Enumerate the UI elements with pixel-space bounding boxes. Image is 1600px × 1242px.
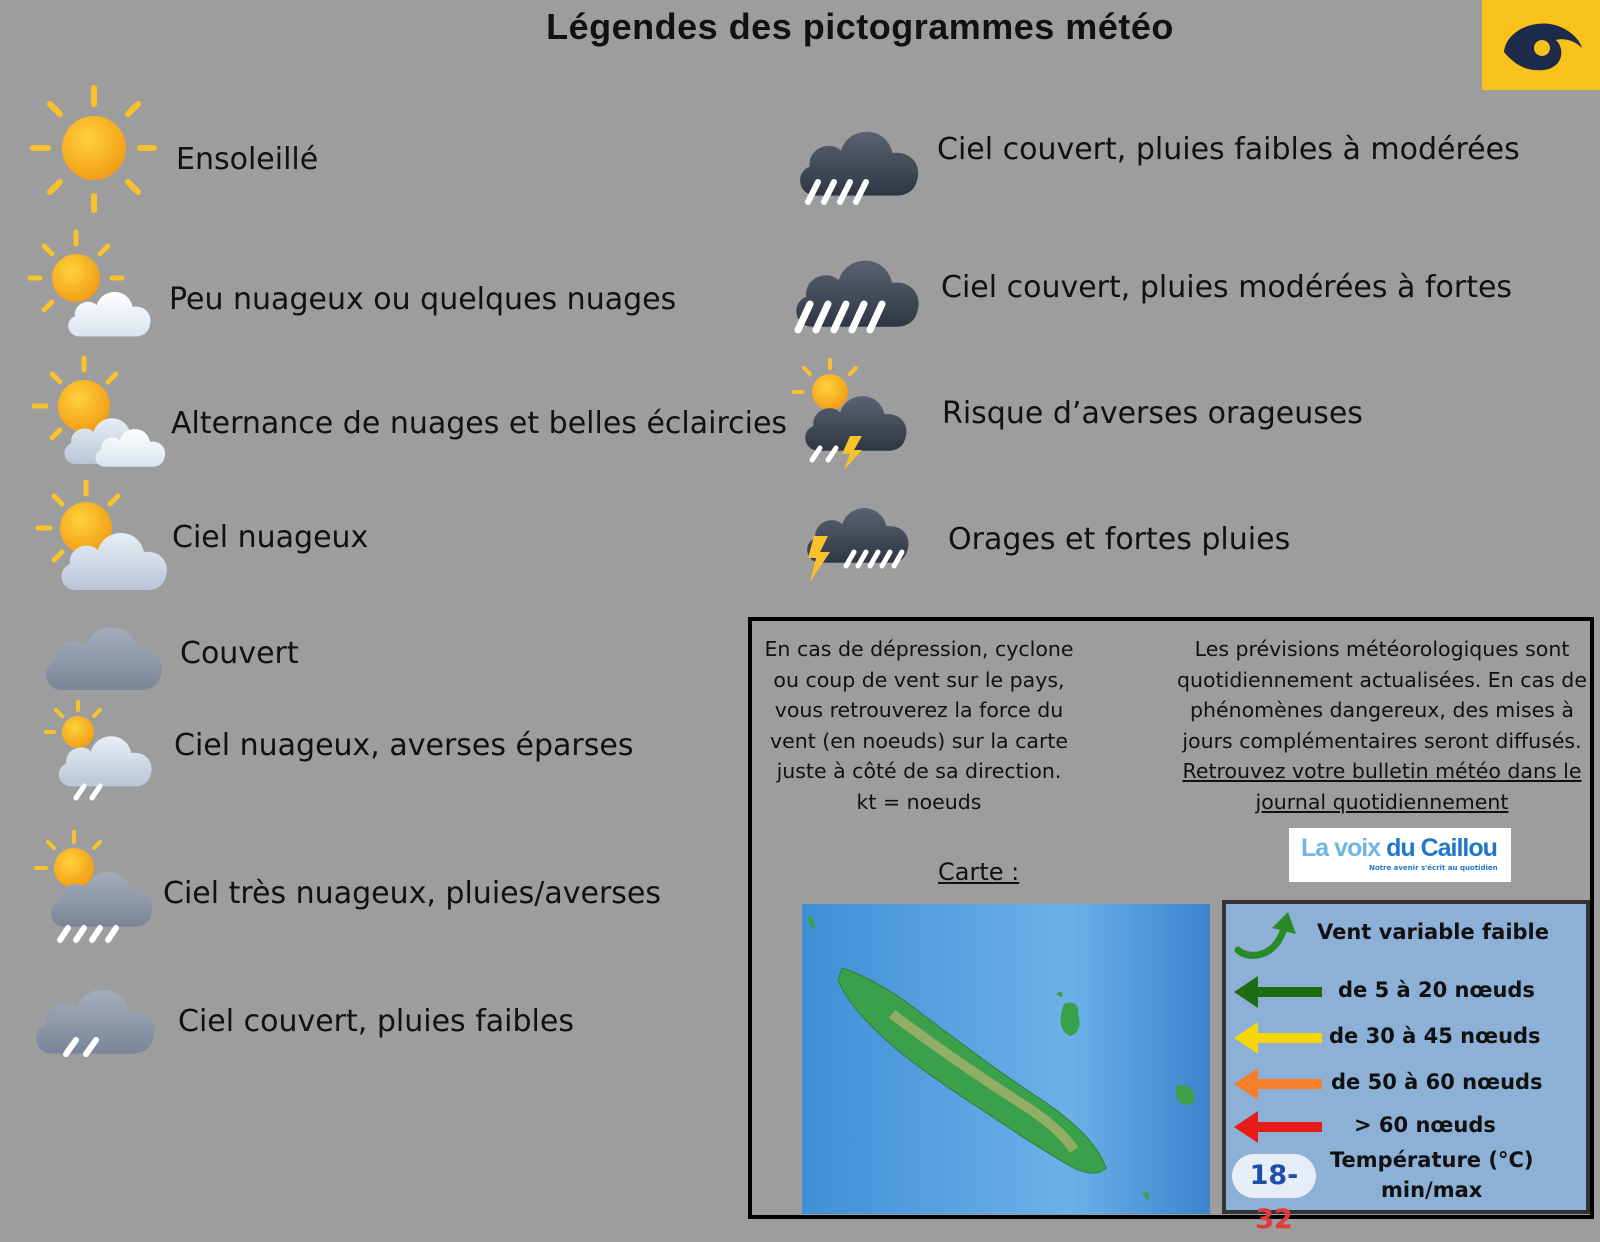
info-box: [748, 617, 1594, 1235]
sun-cloud-rain-icon: [44, 700, 164, 810]
temp-separator: -: [1287, 1160, 1299, 1191]
brand-part2: du Caillou: [1386, 834, 1497, 862]
legend-label: Couvert: [180, 636, 299, 671]
key-label: Vent variable faible: [1317, 920, 1549, 944]
key-row-temperature: [1226, 1144, 1586, 1235]
newspaper-tagline: Notre avenir s'écrit au quotidien: [1369, 864, 1498, 872]
temp-max: 32: [1255, 1204, 1293, 1235]
newspaper-logo[interactable]: [1289, 828, 1511, 882]
info-line: quotidiennement actualisées. En cas de: [1177, 667, 1587, 692]
info-line: kt = noeuds: [856, 789, 982, 814]
legend-label: Ciel couvert, pluies faibles: [178, 1004, 574, 1039]
key-label: de 30 à 45 nœuds: [1329, 1024, 1541, 1048]
info-line: vous retrouverez la force du: [774, 698, 1064, 722]
island-shape: [802, 904, 1210, 1214]
dark-cloud-rain-icon: [794, 106, 924, 211]
legend-label: Ciel couvert, pluies faibles à modérées: [937, 132, 1520, 167]
temperature-label: Température (°C): [1330, 1148, 1534, 1172]
map-label: Carte :: [938, 858, 1020, 886]
brand-part1: La voix: [1301, 834, 1387, 862]
info-line: ou coup de vent sur le pays,: [773, 667, 1065, 692]
curved-arrow-icon: [1232, 910, 1302, 962]
info-line: juste à côté de sa direction.: [776, 759, 1062, 783]
key-row-over-60: [1226, 1107, 1586, 1147]
cloud-icon: [40, 600, 170, 690]
forecast-info-text: [1172, 634, 1592, 817]
legend-label: Ciel couvert, pluies modérées à fortes: [941, 270, 1513, 305]
legend-label: Ciel nuageux: [172, 520, 369, 555]
temp-min: 18: [1249, 1160, 1288, 1191]
key-label: > 60 nœuds: [1354, 1113, 1496, 1137]
info-line: phénomènes dangereux, des mises à: [1189, 698, 1574, 722]
key-label: de 50 à 60 nœuds: [1331, 1070, 1543, 1094]
sun-grey-cloud-rain-icon: [34, 830, 164, 955]
legend-label: Risque d’averses orageuses: [942, 396, 1363, 431]
sun-two-clouds-icon: [32, 356, 172, 476]
bulletin-link[interactable]: journal quotidiennement: [1255, 789, 1509, 814]
arrow-left-icon: [1232, 1020, 1324, 1056]
arrow-left-icon: [1232, 974, 1324, 1010]
sun-small-cloud-icon: [26, 230, 156, 345]
sun-big-cloud-icon: [36, 480, 176, 600]
arrow-left-icon: [1232, 1109, 1324, 1145]
key-row-50-60: [1226, 1064, 1586, 1104]
sun-storm-cloud-icon: [792, 358, 922, 473]
legend-label: Peu nuageux ou quelques nuages: [169, 282, 677, 317]
legend-label: Ensoleillé: [176, 142, 319, 177]
cyclone-icon: [1496, 10, 1586, 80]
newspaper-name: [1301, 834, 1497, 863]
grey-cloud-light-rain-icon: [30, 964, 160, 1064]
wind-key: [1222, 900, 1590, 1235]
temperature-sublabel: min/max: [1381, 1178, 1483, 1202]
key-row-variable: [1226, 910, 1586, 960]
dark-cloud-heavy-rain-icon: [790, 234, 925, 339]
info-line: vent (en noeuds) sur la carte: [769, 728, 1069, 753]
legend-label: Ciel très nuageux, pluies/averses: [163, 876, 661, 911]
info-line: En cas de dépression, cyclone: [764, 637, 1074, 661]
bulletin-link[interactable]: Retrouvez votre bulletin météo dans le: [1182, 759, 1582, 783]
page-title: Légendes des pictogrammes météo: [546, 6, 1174, 47]
legend-label: Orages et fortes pluies: [948, 522, 1291, 557]
arrow-left-icon: [1232, 1066, 1324, 1102]
temperature-badge: [1232, 1154, 1316, 1235]
legend-label: Alternance de nuages et belles éclaircies: [171, 406, 788, 441]
wind-info-text: [764, 634, 1074, 817]
storm-heavy-rain-icon: [800, 486, 925, 586]
brand-logo: [1482, 0, 1600, 90]
info-line: Les prévisions météorologiques sont: [1194, 637, 1570, 661]
key-label: de 5 à 20 nœuds: [1338, 978, 1535, 1002]
sun-icon: [30, 86, 160, 214]
key-row-5-20: [1226, 972, 1586, 1012]
legend-label: Ciel nuageux, averses éparses: [174, 728, 634, 763]
new-caledonia-map: [802, 904, 1210, 1214]
key-row-30-45: [1226, 1018, 1586, 1058]
info-line: jours complémentaires seront diffusés.: [1182, 728, 1582, 753]
